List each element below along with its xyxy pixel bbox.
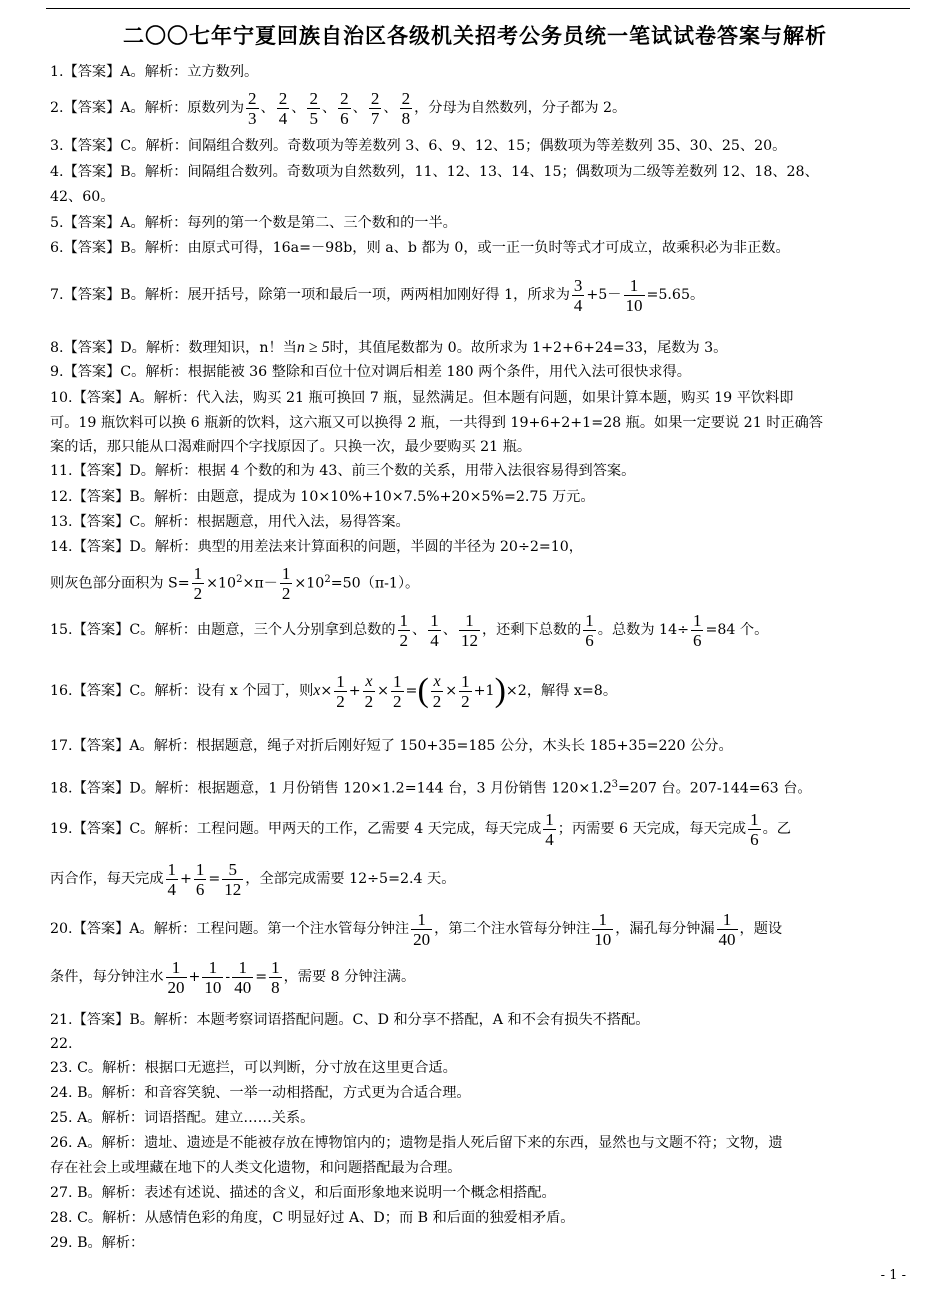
answer-25: 25. A。解析：词语搭配。建立……关系。 (50, 1110, 315, 1126)
separator: 、 (291, 100, 306, 116)
fraction: $\frac{1}{2}$ (461, 671, 470, 711)
answer-9: 9.【答案】C。解析：根据能被 36 整除和百位十位对调后相差 180 两个条件，用代入法可很快求得。 (50, 364, 691, 380)
answer-10-cont2: 案的话，那只能从口渴难耐四个字找原因了。只换一次，最少要购买 21 瓶。 (50, 439, 532, 455)
answer-11: 11.【答案】D。解析：根据 4 个数的和为 43、前三个数的关系，用带入法很容易得到答案。 (50, 463, 636, 479)
fraction: $\frac{1}{8}$ (271, 957, 280, 997)
fraction: $\frac{2}{6}$ (340, 88, 349, 128)
fraction: $\frac{1}{6}$ (585, 610, 594, 650)
fraction: $\frac{1}{4}$ (545, 809, 554, 849)
fraction: $\frac{1}{12}$ (460, 610, 478, 650)
answer-26-cont: 存在社会上或埋藏在地下的人类文化遗物，和问题搭配最为合理。 (50, 1160, 462, 1176)
fraction: $\frac{1}{40}$ (234, 957, 252, 997)
fraction: $\frac{2}{5}$ (309, 88, 318, 128)
separator: 、 (321, 100, 337, 116)
fraction: $\frac{1}{40}$ (718, 909, 736, 949)
fraction: $\frac{2}{3}$ (248, 88, 257, 128)
fraction: $\frac{1}{20}$ (413, 909, 431, 949)
fraction-sequence (244, 88, 414, 128)
answer-2: 2.【答案】A。解析：原数列为 $\frac{2}{3}$ 、 $\frac{2}{4}$ 、 $\frac{2}{5}$ 、 $\frac{2}{6}$ 、 $\frac{2}{7}$ 、 $\frac{2}{8}$ ，分母为自然数列，分子都为 2。 (50, 88, 627, 128)
answer-26: 26. A。解析：遗址、遗迹是不能被存放在博物馆内的；遗物是指人死后留下来的东西，显然也与文题不符；文物，遗 (50, 1135, 783, 1151)
fraction: $\frac{5}{12}$ (224, 859, 242, 899)
answer-18: 18.【答案】D。解析：根据题意，1 月份销售 120×1.2=144 台，3 月份销售 $120\times 1.2^3=207$ 台。207-144=63 台。 (50, 777, 812, 797)
answer-3: 3.【答案】C。解析：间隔组合数列。奇数项为等差数列 3、6、9、12、15；偶数项为等差数列 35、30、25、20。 (50, 138, 787, 154)
answer-20: 20.【答案】A。解析：工程问题。第一个注水管每分钟注 $\frac{1}{20}$ ，第二个注水管每分钟注 $\frac{1}{10}$ ，漏孔每分钟漏 $\frac{1}{40}$ ，题设 (50, 909, 783, 949)
separator: 、 (260, 100, 275, 116)
fraction: $\frac{1}{10}$ (594, 909, 612, 949)
answer-12: 12.【答案】B。解析：由题意，提成为 10×10%+10×7.5%+20×5%=2.75 万元。 (50, 489, 595, 505)
fraction: $\frac{1}{10}$ (204, 957, 222, 997)
answer-4: 4.【答案】B。解析：间隔组合数列。奇数项为自然数列，11、12、13、14、15；偶数项为二级等差数列 12、18、28、 (50, 164, 819, 180)
fraction: $\frac{2}{8}$ (401, 88, 411, 128)
fraction: $\frac{x}{2}$ (432, 672, 442, 711)
fraction: $\frac{x}{2}$ (364, 672, 374, 711)
answer-16: 16.【答案】C。解析：设有 x 个园丁，则x× $\frac{1}{2}$ + $\frac{x}{2}$ × $\frac{1}{2}$ =( $\frac{x}{2}$ × $\frac{1}{2}$ +1)×2，解得 x=8。 (50, 671, 618, 711)
answer-15: 15.【答案】C。解析：由题意，三个人分别拿到总数的 $\frac{1}{2}$ 、 $\frac{1}{4}$ 、 $\frac{1}{12}$ ，还剩下总数的 $\frac{1}{6}$ 。总数为 14÷ $\frac{1}{6}$ =84 个。 (50, 610, 769, 650)
fraction: $\frac{1}{6}$ (692, 610, 702, 650)
fraction: $\frac{1}{6}$ (195, 859, 205, 899)
fraction: $\frac{1}{10}$ (625, 275, 643, 315)
page-title: 二〇〇七年宁夏回族自治区各级机关招考公务员统一笔试试卷答案与解析 (123, 23, 827, 48)
fraction: $\frac{1}{4}$ (430, 610, 439, 650)
answer-28: 28. C。解析：从感情色彩的角度，C 明显好过 A、D；而 B 和后面的独爱相矛盾。 (50, 1210, 575, 1226)
fraction: $\frac{2}{4}$ (278, 88, 288, 128)
answer-10: 10.【答案】A。解析：代入法，购买 21 瓶可换回 7 瓶，显然满足。但本题有问题，如果计算本题，购买 19 平饮料即 (50, 390, 794, 406)
answer-8: 8.【答案】D。解析：数理知识，n！当n ≥ 5时，其值尾数都为 0。故所求为 1+2+6+24=33，尾数为 3。 (50, 339, 728, 356)
fraction: $\frac{1}{2}$ (393, 671, 402, 711)
separator: 、 (383, 100, 398, 116)
answer-23: 23. C。解析：根据口无遮拦，可以判断，分寸放在这里更合适。 (50, 1060, 457, 1076)
answer-29: 29. B。解析： (50, 1235, 145, 1251)
fraction: $\frac{1}{20}$ (167, 957, 185, 997)
separator: 、 (352, 100, 367, 116)
fraction: $\frac{1}{2}$ (193, 564, 203, 604)
fraction: $\frac{1}{2}$ (336, 671, 345, 711)
answer-19: 19.【答案】C。解析：工程问题。甲两天的工作，乙需要 4 天完成，每天完成 $\frac{1}{4}$ ；丙需要 6 天完成，每天完成 $\frac{1}{6}$ 。乙 (50, 809, 791, 849)
answer-5: 5.【答案】A。解析：每列的第一个数是第二、三个数和的一半。 (50, 215, 457, 231)
answer-19-cont: 丙合作，每天完成 $\frac{1}{4}$ + $\frac{1}{6}$ = $\frac{5}{12}$ ，全部完成需要 12÷5=2.4 天。 (50, 859, 456, 899)
fraction: $\frac{1}{4}$ (167, 859, 177, 899)
answer-13: 13.【答案】C。解析：根据题意，用代入法，易得答案。 (50, 514, 410, 530)
answer-6: 6.【答案】B。解析：由原式可得，16a=－98b，则 a、b 都为 0，或一正一负时等式才可成立，故乘积必为非正数。 (50, 240, 790, 256)
answer-4-cont: 42、60。 (50, 189, 115, 205)
answer-7: 7.【答案】B。解析：展开括号，除第一项和最后一项，两两相加刚好得 1，所求为 $\frac{3}{4}$ +5－ $\frac{1}{10}$ =5.65。 (50, 275, 705, 315)
fraction: $\frac{1}{2}$ (399, 610, 409, 650)
answer-14: 14.【答案】D。解析：典型的用差法来计算面积的问题，半圆的半径为 20÷2=10， (50, 539, 583, 555)
fraction: $\frac{1}{6}$ (750, 809, 759, 849)
answer-20-cont: 条件，每分钟注水 $\frac{1}{20}$ + $\frac{1}{10}$ - $\frac{1}{40}$ = $\frac{1}{8}$ ，需要 8 分钟注满。 (50, 957, 416, 997)
answer-1: 1.【答案】A。解析：立方数列。 (50, 64, 259, 80)
page-number: - 1 - (880, 1268, 906, 1283)
answer-24: 24. B。解析：和音容笑貌、一举一动相搭配，方式更为合适合理。 (50, 1085, 471, 1101)
answer-17: 17.【答案】A。解析：根据题意，绳子对折后刚好短了 150+35=185 公分，木头长 185+35=220 公分。 (50, 738, 733, 754)
fraction: $\frac{3}{4}$ (573, 275, 583, 315)
fraction: $\frac{2}{7}$ (370, 88, 380, 128)
answer-22: 22. (50, 1036, 73, 1052)
fraction: $\frac{1}{2}$ (281, 564, 291, 604)
answer-14-formula: 则灰色部分面积为 S= $\frac{1}{2}$ $\times 10^2\times\pi-$ $\frac{1}{2}$ $\times 10^2=50(\pi-1)$。 (50, 564, 420, 604)
header-rule (46, 8, 910, 9)
answer-10-cont: 可。19 瓶饮料可以换 6 瓶新的饮料，这六瓶又可以换得 2 瓶，一共得到 19+6+2+1=28 瓶。如果一定要说 21 时正确答 (50, 415, 823, 431)
answer-21: 21.【答案】B。解析：本题考察词语搭配问题。C、D 和分享不搭配，A 和不会有损失不搭配。 (50, 1012, 650, 1028)
answer-27: 27. B。解析：表述有述说、描述的含义，和后面形象地来说明一个概念相搭配。 (50, 1185, 556, 1201)
